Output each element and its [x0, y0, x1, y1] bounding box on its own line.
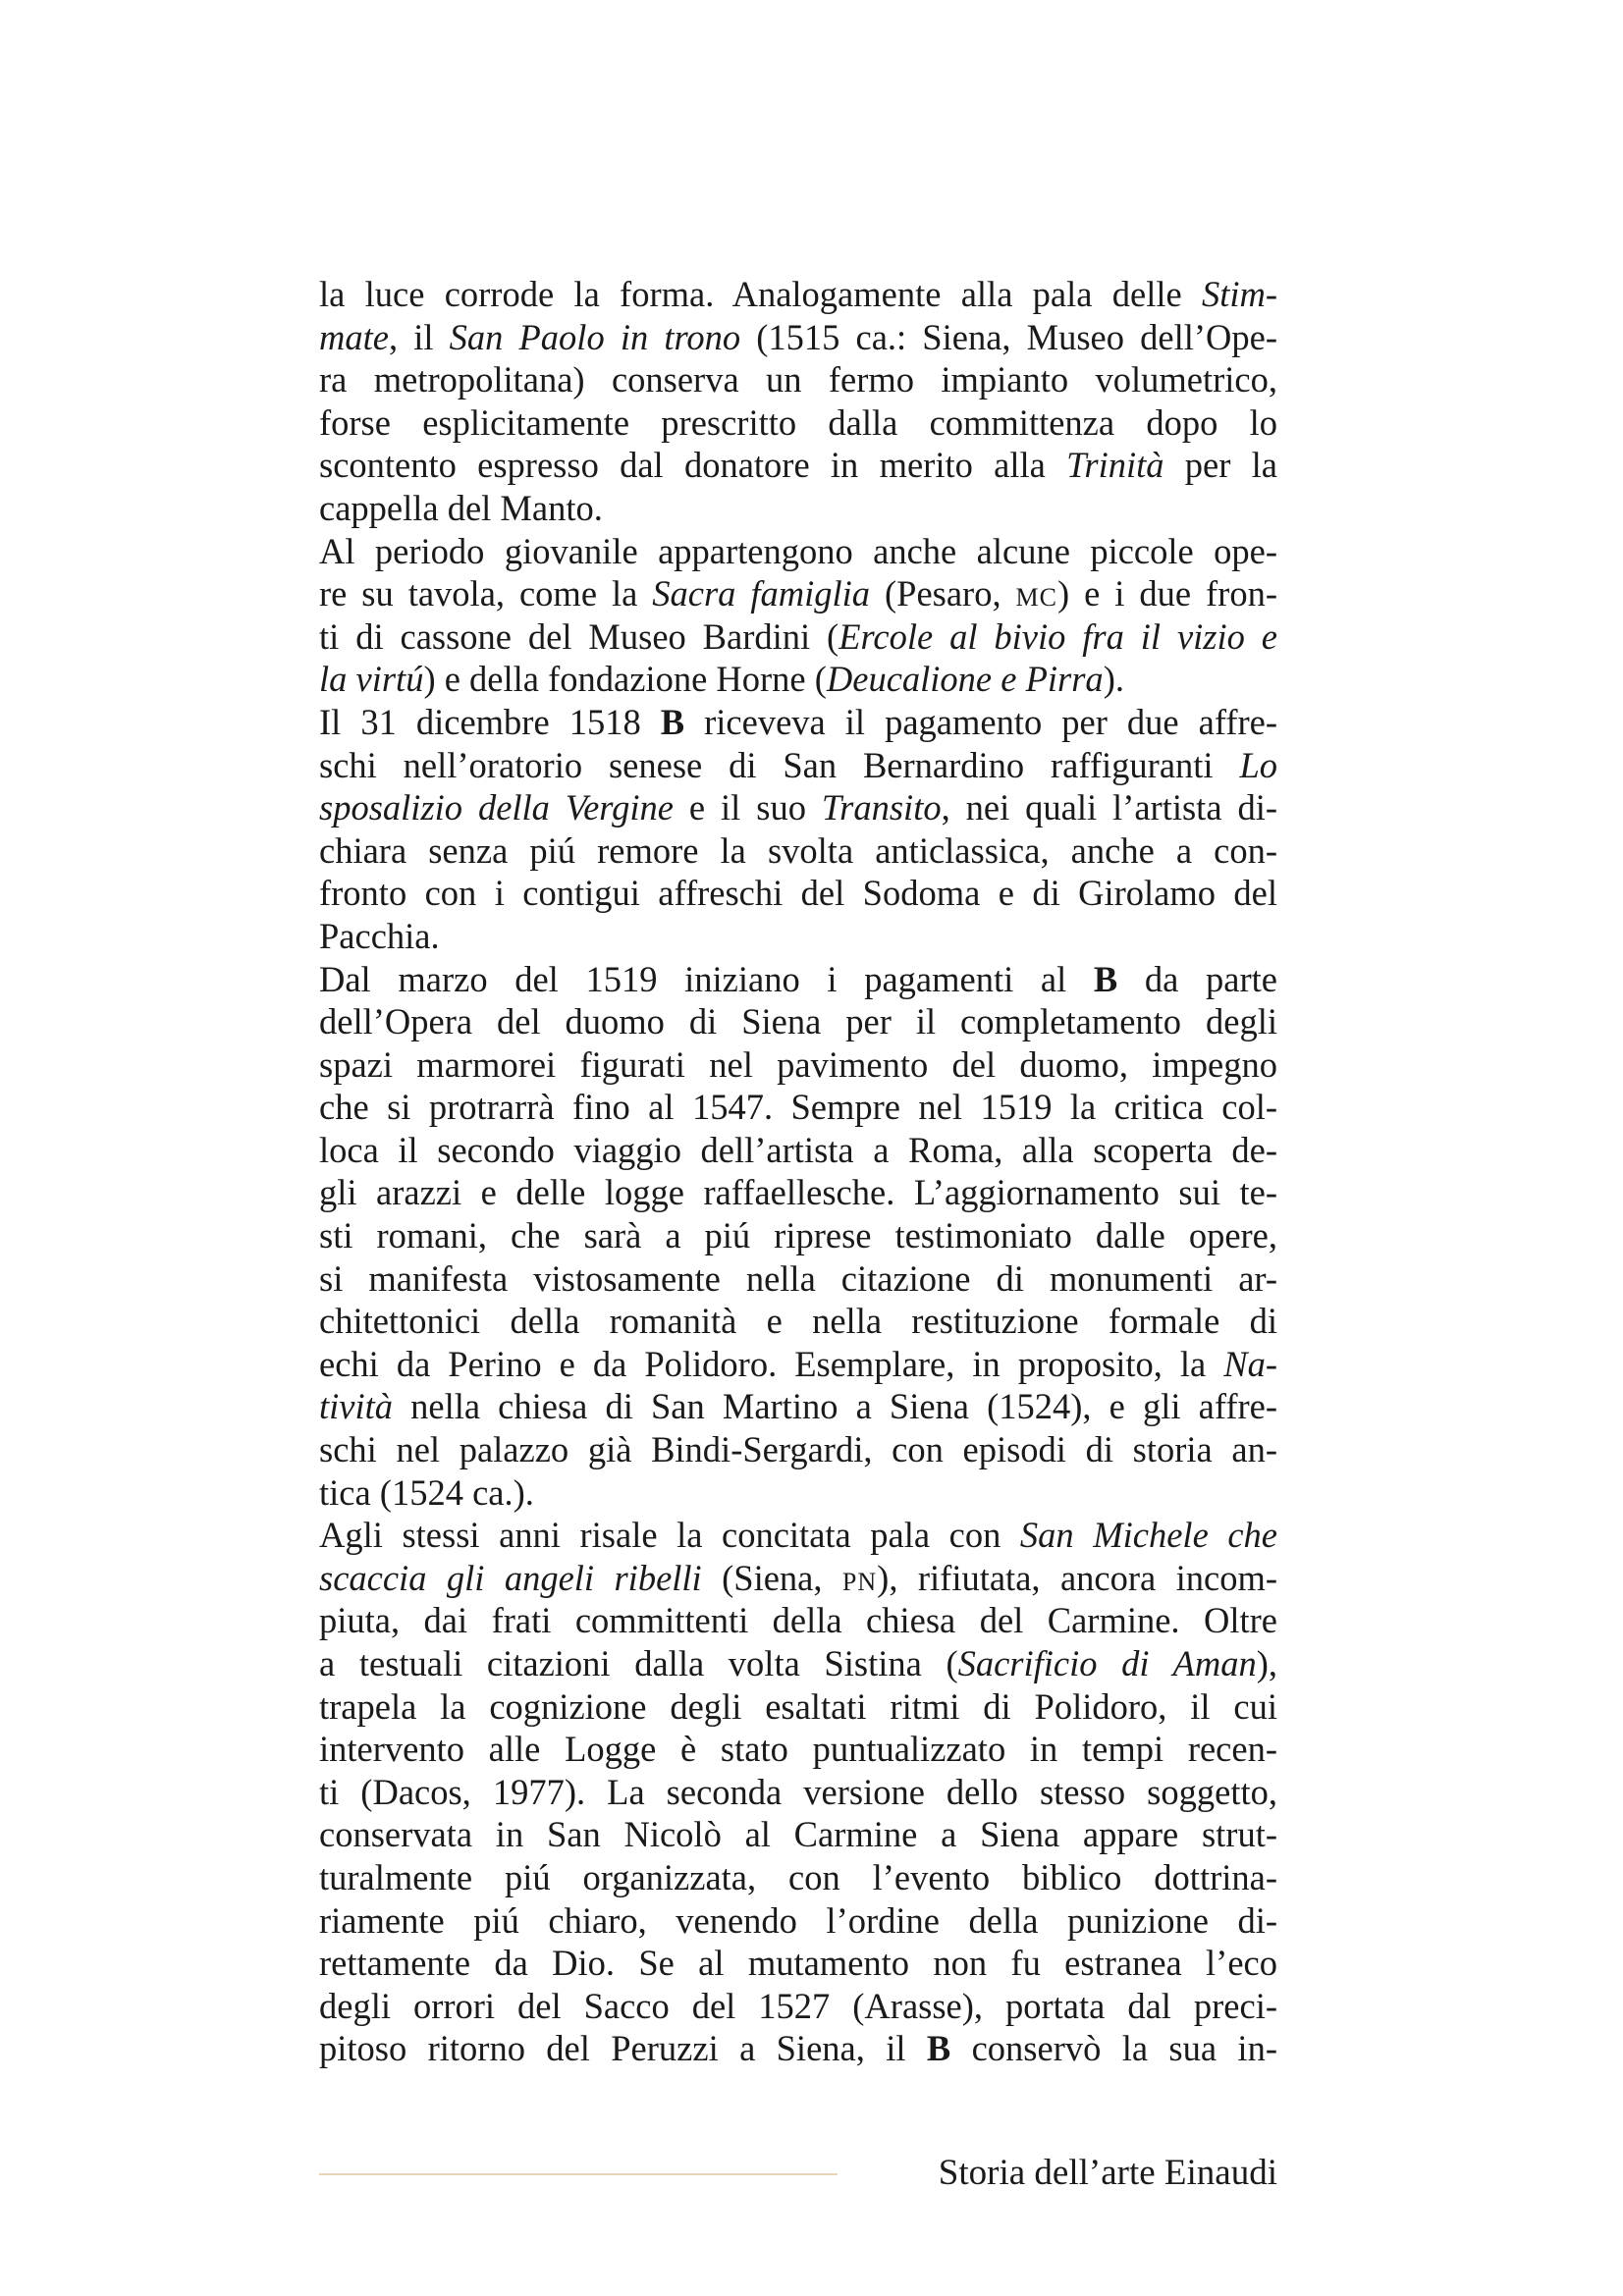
text-line: trapela la cognizione degli esaltati ritmi di Polidoro, il cui — [319, 1685, 1277, 1727]
text-line: piuta, dai frati committenti della chiesa del Carmine. Oltre — [319, 1600, 1277, 1641]
text-line: schi nell’oratorio senese di San Bernardino raffiguranti Lo — [319, 744, 1277, 785]
text-line: spazi marmorei figurati nel pavimento del duomo, impegno — [319, 1043, 1277, 1085]
text-line: riamente piú chiaro, venendo l’ordine della punizione di- — [319, 1899, 1277, 1941]
text-line: forse esplicitamente prescritto dalla committenza dopo lo — [319, 401, 1277, 443]
italic-title: tività — [319, 1386, 394, 1427]
text-line: re su tavola, come la Sacra famiglia (Pesaro, mc) e i due fron- — [319, 573, 1277, 614]
text-line: cappella del Manto. — [319, 487, 603, 528]
text-line: la virtú) e della fondazione Horne (Deucalione e Pirra). — [319, 659, 1124, 700]
text-line: ti di cassone del Museo Bardini (Ercole al bivio fra il vizio e — [319, 615, 1277, 657]
italic-title: Sacrificio di Aman — [957, 1643, 1257, 1683]
text-line: tica (1524 ca.). — [319, 1471, 534, 1513]
text-line: mate, il San Paolo in trono (1515 ca.: Siena, Museo dell’Ope- — [319, 316, 1277, 357]
text-line: chiara senza piú remore la svolta anticlassica, anche a con- — [319, 829, 1277, 871]
text-line: ra metropolitana) conserva un fermo impianto volumetrico, — [319, 359, 1277, 400]
text-line: sposalizio della Vergine e il suo Transito, nei quali l’artista di- — [319, 787, 1277, 828]
text-line: gli arazzi e delle logge raffaellesche. L’aggiornamento sui te- — [319, 1172, 1277, 1213]
italic-title: Deucalione e Pirra — [826, 659, 1104, 700]
italic-title: Transito — [821, 787, 942, 828]
text-line: dell’Opera del duomo di Siena per il completamento degli — [319, 1001, 1277, 1042]
text-line: loca il secondo viaggio dell’artista a Roma, alla scoperta de- — [319, 1129, 1277, 1170]
text-line: pitoso ritorno del Peruzzi a Siena, il B conservò la sua in- — [319, 2028, 1277, 2069]
text-line: a testuali citazioni dalla volta Sistina (Sacrificio di Aman), — [319, 1643, 1277, 1683]
text-line: echi da Perino e da Polidoro. Esemplare, in proposito, la Na- — [319, 1343, 1277, 1384]
footer-publisher: Storia dell’arte Einaudi — [938, 2153, 1277, 2193]
text-line: la luce corrode la forma. Analogamente alla pala delle Stim- — [319, 274, 1277, 314]
italic-title: Lo — [1239, 744, 1277, 785]
text-line: Al periodo giovanile appartengono anche alcune piccole ope- — [319, 530, 1277, 571]
italic-title: San Paolo in trono — [449, 316, 741, 357]
text-line: Il 31 dicembre 1518 B riceveva il pagamento per due affre- — [319, 701, 1277, 742]
text-line: rettamente da Dio. Se al mutamento non fu estranea l’eco — [319, 1943, 1277, 1984]
text-line: intervento alle Logge è stato puntualizzato in tempi recen- — [319, 1729, 1277, 1770]
text-line: fronto con i contigui affreschi del Sodoma e di Girolamo del — [319, 873, 1277, 914]
footer-rule — [319, 2173, 838, 2175]
text-line: sti romani, che sarà a piú riprese testimoniato dalle opere, — [319, 1215, 1277, 1256]
text-line: scontento espresso dal donatore in merito alla Trinità per la — [319, 445, 1278, 486]
author-abbreviation: B — [1093, 958, 1118, 999]
italic-title: la virtú — [319, 659, 424, 700]
italic-title: Stim- — [1201, 274, 1277, 314]
text-line: chitettonici della romanità e nella restituzione formale di — [319, 1301, 1277, 1342]
text-line: turalmente piú organizzata, con l’evento biblico dottrina- — [319, 1856, 1277, 1897]
text-line: tività nella chiesa di San Martino a Siena (1524), e gli affre- — [319, 1386, 1277, 1427]
text-line: degli orrori del Sacco del 1527 (Arasse), portata dal preci- — [319, 1985, 1277, 2026]
italic-title: mate — [319, 316, 389, 357]
text-line: Pacchia. — [319, 915, 440, 956]
italic-title: San Michele che — [1019, 1515, 1277, 1556]
text-line: ti (Dacos, 1977). La seconda versione dello stesso soggetto, — [319, 1771, 1277, 1812]
text-line: Agli stessi anni risale la concitata pala con San Michele che — [319, 1515, 1277, 1556]
small-caps-abbreviation: pn — [841, 1557, 878, 1598]
small-caps-abbreviation: mc — [1015, 573, 1058, 614]
author-abbreviation: B — [660, 701, 685, 742]
text-line: conservata in San Nicolò al Carmine a Siena appare strut- — [319, 1814, 1277, 1855]
author-abbreviation: B — [926, 2028, 951, 2069]
italic-title: Ercole al bivio fra il vizio e — [839, 615, 1277, 657]
italic-title: sposalizio della Vergine — [319, 787, 674, 828]
italic-title: scaccia gli angeli ribelli — [319, 1557, 702, 1598]
text-line: scaccia gli angeli ribelli (Siena, pn), rifiutata, ancora incom- — [319, 1557, 1278, 1598]
text-line: si manifesta vistosamente nella citazione di monumenti ar- — [319, 1257, 1277, 1299]
text-line: schi nel palazzo già Bindi-Sergardi, con episodi di storia an- — [319, 1429, 1277, 1470]
text-line: che si protrarrà fino al 1547. Sempre nel 1519 la critica col- — [319, 1087, 1277, 1128]
italic-title: Trinità — [1066, 445, 1164, 486]
italic-title: Sacra famiglia — [652, 573, 871, 614]
italic-title: Na- — [1223, 1343, 1277, 1384]
text-line: Dal marzo del 1519 iniziano i pagamenti al B da parte — [319, 958, 1277, 999]
body-text — [319, 273, 1277, 2070]
